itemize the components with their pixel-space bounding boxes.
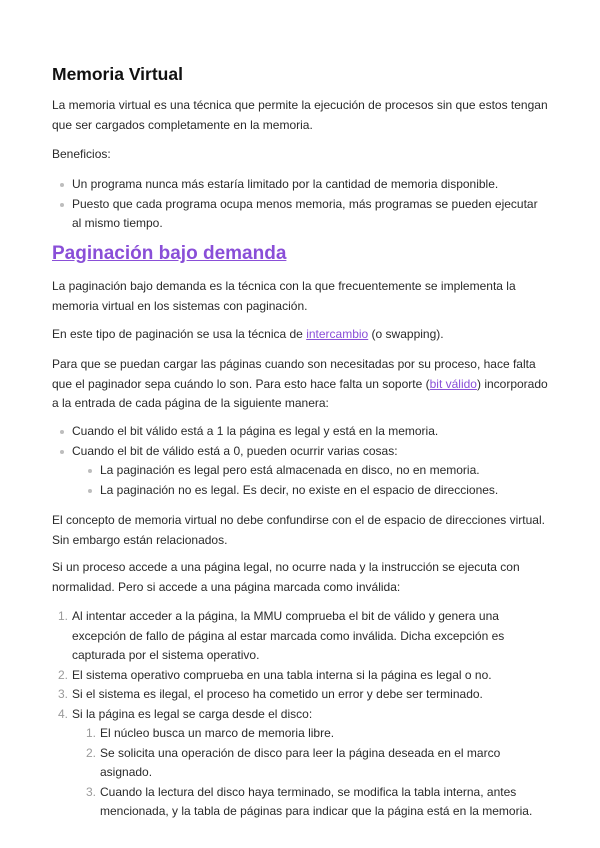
list-item: La paginación no es legal. Es decir, no existe en el espacio de direcciones. [72, 481, 548, 501]
list-item: Un programa nunca más estaría limitado por la cantidad de memoria disponible. [52, 175, 548, 195]
list-item-text: El sistema operativo comprueba en una tabla interna si la página es legal o no. [72, 667, 492, 682]
list-number: 1. [85, 726, 96, 740]
text: (o swapping). [368, 327, 444, 341]
list-item [72, 744, 548, 783]
list-item-text: Si el sistema es ilegal, el proceso ha cometido un error y debe ser terminado. [72, 687, 483, 701]
paging-paragraph-2 [52, 325, 444, 345]
list-item: Puesto que cada programa ocupa menos memoria, más programas se pueden ejecutar al mismo tiempo. [52, 195, 548, 234]
paging-paragraph-3 [52, 355, 548, 414]
text: ) incorporado a la entrada de cada página de la siguiente manera: [52, 376, 548, 410]
list-item-text: Si la página es legal se carga desde el disco: [72, 706, 313, 721]
paging-paragraph-5: Si un proceso accede a una página legal, no ocurre nada y la instrucción se ejecuta con normalidad. Pero si accede a una página marcada como inválida: [52, 560, 520, 594]
valid-bit-list [52, 422, 548, 500]
benefits-label: Beneficios: [52, 147, 111, 161]
page-title: Memoria Virtual [52, 64, 183, 84]
load-substeps [72, 724, 548, 822]
list-item-text: El núcleo busca un marco de memoria libre. [100, 726, 335, 740]
list-item-text: Se solicita una operación de disco para leer la página deseada en el marco asignado. [100, 745, 501, 779]
section-heading [52, 241, 286, 267]
list-item [52, 442, 548, 501]
list-number: 4. [57, 706, 68, 721]
list-item: Cuando el bit válido está a 1 la página es legal y está en la memoria. [52, 422, 548, 442]
list-number: 3. [57, 687, 68, 701]
paging-paragraph-4: El concepto de memoria virtual no debe confundirse con el de espacio de direcciones virtual. Sin embargo están relacionados. [52, 513, 545, 547]
list-item-text: Cuando la lectura del disco haya terminado, se modifica la tabla interna, antes mencionada, y la tabla de páginas para indicar que la página está en la memoria. [100, 784, 533, 818]
list-number: 2. [57, 667, 68, 682]
list-number: 3. [85, 784, 96, 799]
list-item [52, 685, 548, 705]
valid-bit-sublist [72, 461, 548, 500]
text: Para que se puedan cargar las páginas cuando son necesitadas por su proceso, hace falta que el paginador sepa cuándo lo son. Para esto hace falta un soporte ( [52, 357, 536, 391]
list-item-text: Al intentar acceder a la página, la MMU comprueba el bit de válido y genera una excepción de fallo de página al estar marcada como inválida. Dicha excepción es capturada por el sistema operativo. [72, 609, 505, 662]
paging-paragraph-1: La paginación bajo demanda es la técnica con la que frecuentemente se implementa la memoria virtual en los sistemas con paginación. [52, 279, 516, 313]
text: En este tipo de paginación se usa la técnica de [52, 327, 307, 341]
list-item: La paginación es legal pero está almacenada en disco, no en memoria. [72, 461, 548, 481]
list-number: 1. [57, 609, 68, 623]
page-fault-steps [52, 607, 548, 822]
list-item [52, 666, 548, 686]
intercambio-link[interactable]: intercambio [306, 327, 369, 341]
list-item [52, 705, 548, 822]
benefits-list [52, 175, 548, 234]
section-heading-link[interactable]: Paginación bajo demanda [52, 243, 287, 264]
bit-valido-link[interactable]: bit válido [429, 376, 477, 391]
list-item-text: Cuando el bit de válido está a 0, pueden ocurrir varias cosas: [72, 443, 398, 458]
list-item [72, 783, 548, 822]
list-item [72, 724, 548, 744]
list-number: 2. [85, 745, 96, 760]
list-item [52, 607, 548, 666]
intro-paragraph: La memoria virtual es una técnica que permite la ejecución de procesos sin que estos tengan que ser cargados completamente en la memoria. [52, 98, 548, 132]
